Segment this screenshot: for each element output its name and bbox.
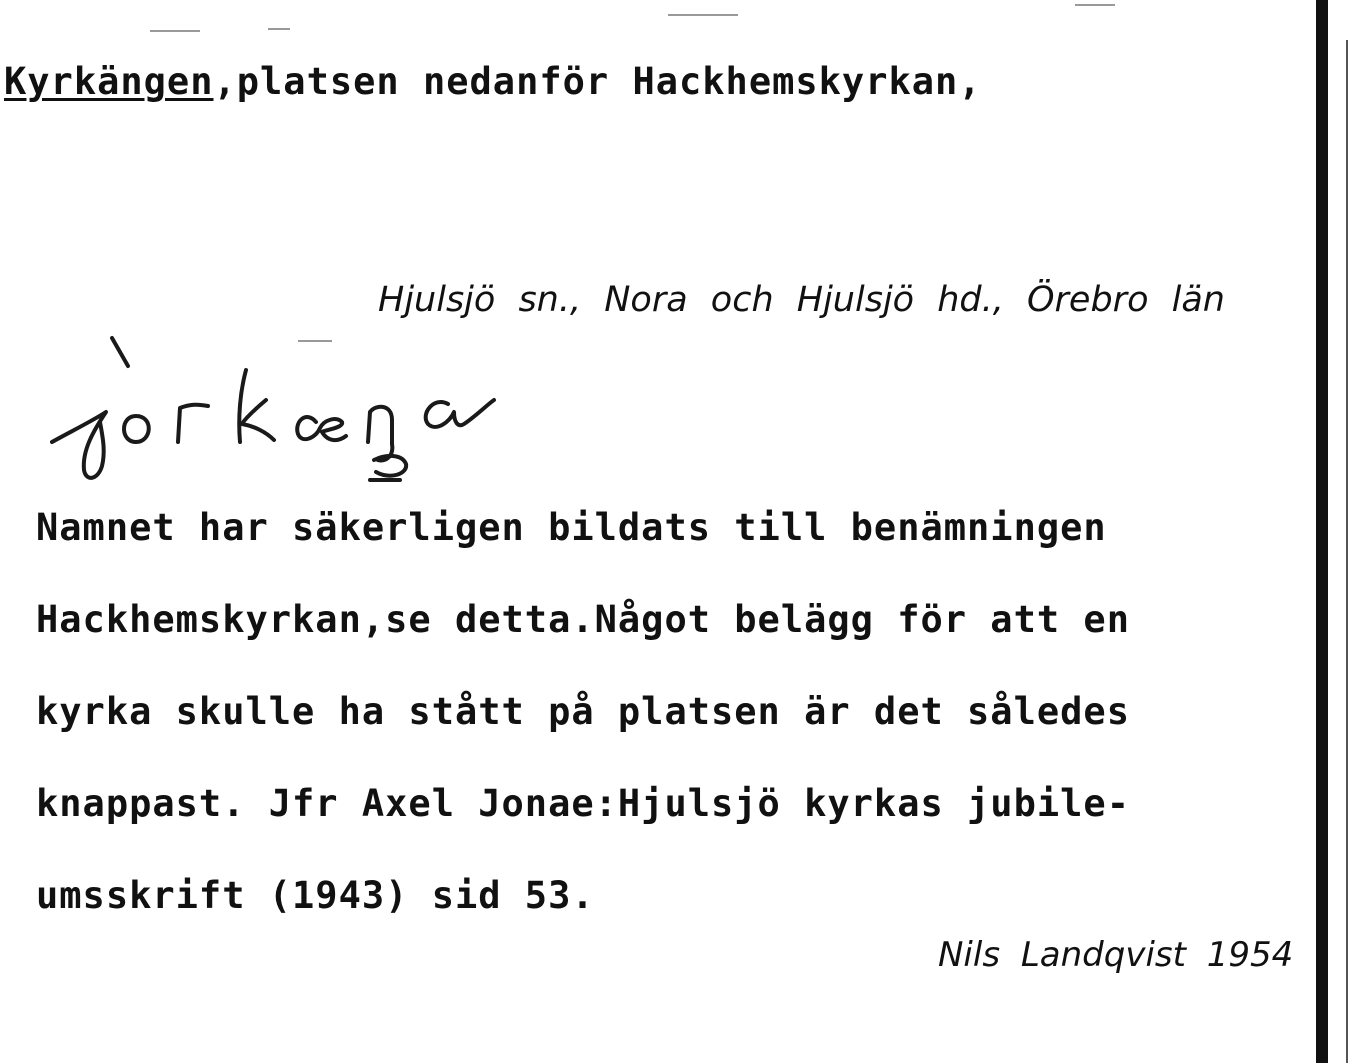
card-heading	[4, 60, 982, 103]
body-line: Hackhemskyrkan,se detta.Något belägg för att en	[36, 598, 1130, 641]
signature: Nils Landqvist 1954	[938, 935, 1294, 975]
body-line: umsskrift (1943) sid 53.	[36, 874, 595, 917]
handwritten-phonetic-transcription	[40, 330, 510, 490]
phonetic-text: jòrkæŋa	[40, 488, 44, 489]
card-body	[36, 482, 1306, 942]
card-edge-line	[1346, 40, 1348, 1063]
scan-speck	[1075, 4, 1115, 6]
body-line: knappast. Jfr Axel Jonae:Hjulsjö kyrkas jubile-	[36, 782, 1130, 825]
body-line: Namnet har säkerligen bildats till benämningen	[36, 506, 1107, 549]
scan-speck	[668, 14, 738, 16]
body-line: kyrka skulle ha stått på platsen är det således	[36, 690, 1130, 733]
headword: Kyrkängen	[4, 60, 214, 103]
location-line: Hjulsjö sn., Nora och Hjulsjö hd., Örebro län	[378, 280, 1225, 320]
scan-speck	[150, 30, 200, 32]
heading-definition: ,platsen nedanför Hackhemskyrkan,	[213, 60, 982, 103]
scan-speck	[268, 28, 290, 30]
card-edge-shadow	[1316, 0, 1328, 1063]
